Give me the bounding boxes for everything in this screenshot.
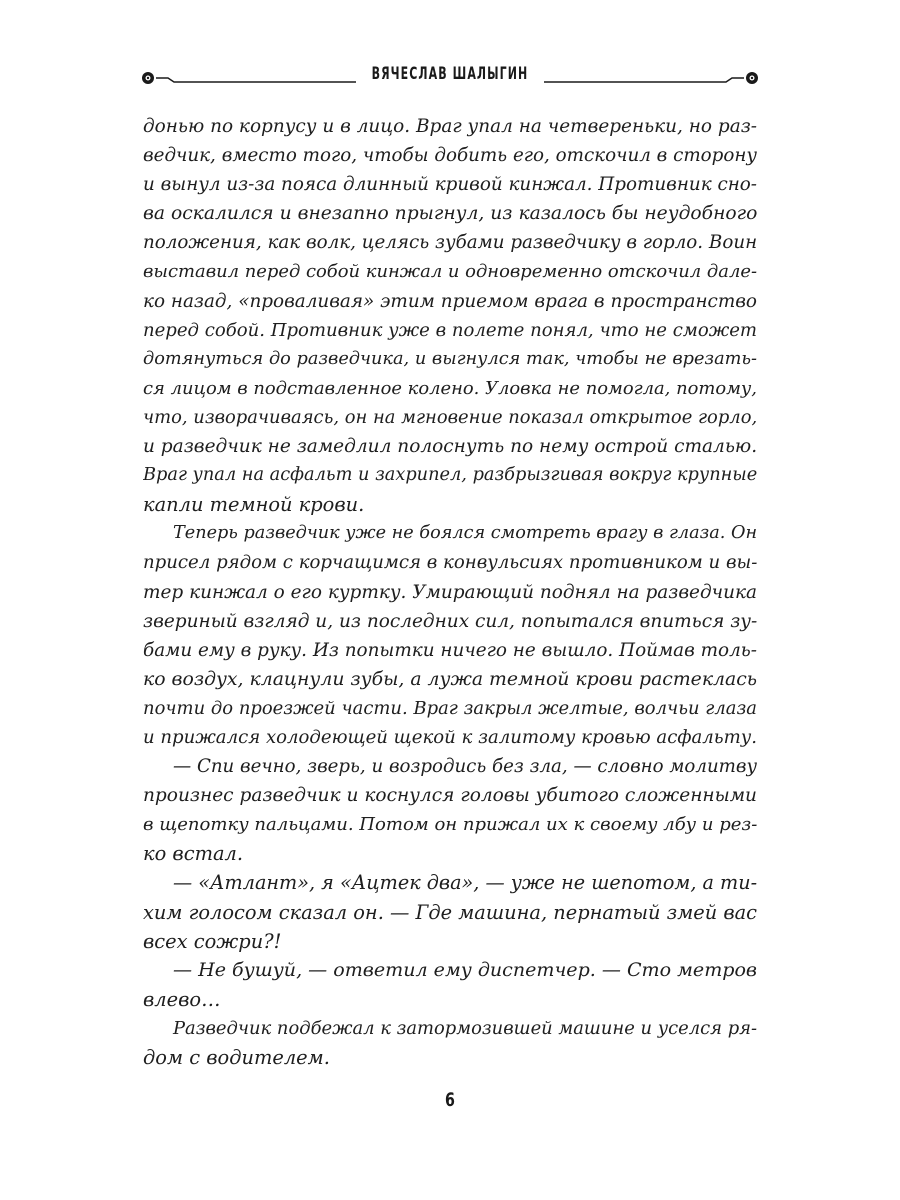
paragraph-2 <box>143 519 757 752</box>
text-line: и разведчик не замедлил полоснуть по нему острой сталью. <box>143 436 757 458</box>
paragraph-6 <box>143 1014 757 1072</box>
running-header <box>138 62 762 90</box>
text-line: — Спи вечно, зверь, и возродись без зла, — словно молитву <box>173 756 757 778</box>
text-line: присел рядом с корчащимся в конвульсиях противником и вы- <box>143 552 757 574</box>
text-line: донью по корпусу и в лицо. Враг упал на четвереньки, но раз- <box>143 116 757 137</box>
text-line: ва оскалился и внезапно прыгнул, из казалось бы неудобного <box>143 203 757 225</box>
text-line: ко воздух, клацнули зубы, а лужа темной крови растеклась <box>143 668 757 690</box>
text-line: — «Атлант», я «Ацтек два», — уже не шепотом, а ти- <box>173 871 757 895</box>
text-line: дом с водителем. <box>143 1046 330 1069</box>
text-line: ко встал. <box>143 842 244 866</box>
text-line: и вынул из-за пояса длинный кривой кинжал. Противник сно- <box>143 174 757 196</box>
text-line: хим голосом сказал он. — Где машина, пернатый змей вас <box>143 900 757 924</box>
text-line: почти до проезжей части. Враг закрыл желтые, волчьи глаза <box>143 697 757 719</box>
text-line: произнес разведчик и коснулся головы убитого сложенными <box>143 785 757 807</box>
paragraph-5 <box>143 956 757 1014</box>
text-line: в щепотку пальцами. Потом он прижал их к своему лбу и рез- <box>143 814 757 836</box>
text-line: и прижался холодеющей щекой к залитому кровью асфальту. <box>143 726 757 748</box>
text-line: Теперь разведчик уже не боялся смотреть врагу в глаза. Он <box>173 523 757 544</box>
paragraph-4 <box>143 868 757 955</box>
page-number: 6 <box>445 1089 455 1111</box>
text-line: тер кинжал о его куртку. Умирающий поднял на разведчика <box>143 581 757 603</box>
right-ornament-icon <box>746 72 758 84</box>
text-line: капли темной крови. <box>143 493 365 517</box>
text-line: положения, как волк, целясь зубами разведчику в горло. Воин <box>143 232 757 254</box>
text-line: Враг упал на асфальт и захрипел, разбрызгивая вокруг крупные <box>143 465 757 486</box>
paragraph-1 <box>143 112 757 519</box>
text-line: ко назад, «проваливая» этим приемом врага в пространство <box>143 290 757 312</box>
text-line: ведчик, вместо того, чтобы добить его, отскочил в сторону <box>143 145 757 167</box>
text-line: всех сожри?! <box>143 929 282 953</box>
paragraph-3 <box>143 752 757 868</box>
text-line: что, изворачиваясь, он на мгновение показал открытое горло, <box>143 406 757 428</box>
text-line: бами ему в руку. Из попытки ничего не вышло. Поймав толь- <box>143 639 757 661</box>
text-line: выставил перед собой кинжал и одновременно отскочил дале- <box>143 261 757 283</box>
text-line: влево… <box>143 987 221 1011</box>
left-ornament-icon <box>142 72 154 84</box>
text-line: дотянуться до разведчика, и выгнулся так, чтобы не врезать- <box>143 348 757 369</box>
text-line: перед собой. Противник уже в полете понял, что не сможет <box>143 319 757 341</box>
text-line: ся лицом в подставленное колено. Уловка не помогла, потому, <box>143 377 757 399</box>
author-name: ВЯЧЕСЛАВ ШАЛЫГИН <box>371 64 529 84</box>
text-line: Разведчик подбежал к затормозившей машине и уселся ря- <box>173 1017 757 1039</box>
body-text <box>143 112 757 1072</box>
text-line: — Не бушуй, — ответил ему диспетчер. — Сто метров <box>173 958 757 981</box>
text-line: звериный взгляд и, из последних сил, попытался впиться зу- <box>143 610 757 632</box>
